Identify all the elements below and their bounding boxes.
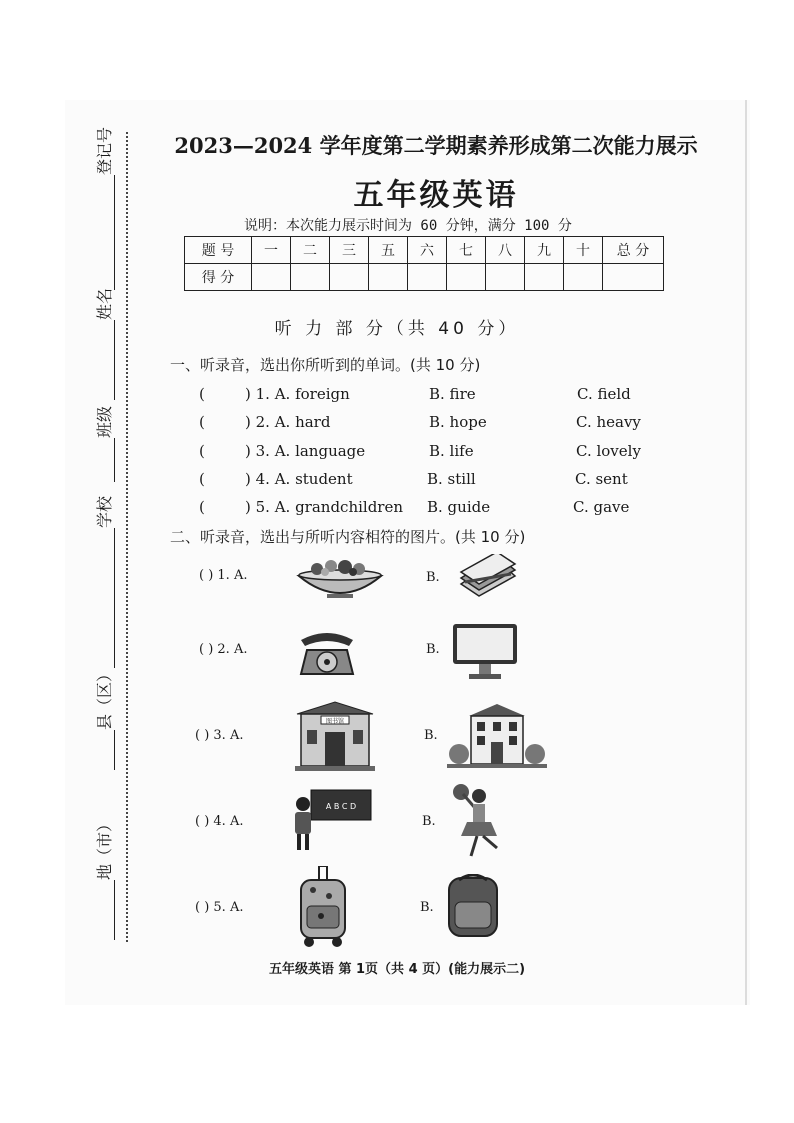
option-a: ) 1. A. foreign [245, 385, 350, 403]
option-b-label: B. [420, 900, 434, 915]
score-table-score-row [185, 264, 664, 291]
option-a: ) 4. A. student [245, 470, 353, 488]
score-cell[interactable] [252, 264, 291, 291]
q1-heading: 一、听录音，选出你所听到的单词。(共 10 分) [170, 356, 481, 374]
library-sign-text: 图书馆 [325, 718, 345, 725]
margin-register-field: 登记号 [92, 127, 115, 290]
score-header-cell: 十 [564, 237, 603, 264]
rolling-schoolbag-icon [295, 866, 351, 948]
answer-paren[interactable]: ( [199, 498, 205, 516]
score-cell[interactable] [408, 264, 447, 291]
cheerleader-icon [451, 782, 505, 860]
option-b: B. still [427, 470, 476, 488]
answer-paren[interactable]: ( [199, 442, 205, 460]
q2-heading: 二、听录音，选出与所听内容相符的图片。(共 10 分) [170, 528, 526, 546]
score-header-cell: 总 分 [603, 237, 664, 264]
q2-item-number: ( ) 1. A. [199, 568, 248, 583]
sandwich-icon [457, 554, 519, 600]
option-c: C. gave [573, 498, 630, 516]
q1-item [199, 385, 659, 409]
margin-class-field: 班级 [92, 406, 115, 482]
score-cell[interactable] [291, 264, 330, 291]
q2-item [195, 782, 595, 852]
score-cell[interactable] [447, 264, 486, 291]
q2-item-number: ( ) 2. A. [199, 642, 248, 657]
score-header-cell: 三 [330, 237, 369, 264]
score-header-cell: 六 [408, 237, 447, 264]
score-cell[interactable] [525, 264, 564, 291]
exam-title: 2023—2024 学年度第二学期素养形成第二次能力展示 [174, 133, 698, 158]
q1-item [199, 413, 659, 437]
q2-item [195, 866, 595, 936]
salad-bowl-icon [295, 558, 385, 600]
option-b: B. life [429, 442, 474, 460]
score-cell[interactable] [369, 264, 408, 291]
score-header-cell: 八 [486, 237, 525, 264]
option-c: C. sent [575, 470, 628, 488]
listening-section-title: 听 力 部 分（共 40 分） [274, 319, 520, 339]
option-c: C. field [577, 385, 631, 403]
q2-item [195, 622, 595, 692]
exam-subtitle: 五年级英语 [353, 178, 519, 213]
margin-county-field: 县（区） [92, 666, 115, 770]
page-footer: 五年级英语 第 1页（共 4 页）(能力展示二) [268, 962, 526, 977]
blackboard-text: A B C D [325, 802, 357, 811]
score-header-cell: 七 [447, 237, 486, 264]
score-label-cell: 得 分 [185, 264, 252, 291]
option-b-label: B. [424, 728, 438, 743]
score-header-cell: 二 [291, 237, 330, 264]
page-edge [745, 100, 747, 1005]
telephone-icon [295, 626, 359, 678]
option-b: B. hope [429, 413, 487, 431]
option-b: B. guide [427, 498, 491, 516]
answer-paren[interactable]: ( [199, 385, 205, 403]
margin-city-field: 地（市） [92, 816, 115, 940]
option-c: C. heavy [576, 413, 641, 431]
score-table [184, 236, 664, 291]
answer-paren[interactable]: ( [199, 470, 205, 488]
score-header-cell: 一 [252, 237, 291, 264]
option-a: ) 5. A. grandchildren [245, 498, 404, 516]
library-building-icon [293, 700, 377, 772]
score-cell[interactable] [486, 264, 525, 291]
score-header-cell: 题 号 [185, 237, 252, 264]
option-b: B. fire [429, 385, 476, 403]
exam-note: 说明：本次能力展示时间为 60 分钟，满分 100 分 [244, 218, 572, 234]
school-building-icon [447, 702, 547, 770]
option-c: C. lovely [576, 442, 641, 460]
q2-item-number: ( ) 5. A. [195, 900, 244, 915]
option-b-label: B. [426, 642, 440, 657]
q2-item [195, 552, 595, 622]
q2-item-number: ( ) 3. A. [195, 728, 244, 743]
option-a: ) 2. A. hard [245, 413, 331, 431]
option-b-label: B. [426, 570, 440, 585]
binding-dotted-line [126, 132, 128, 942]
teacher-blackboard-icon [291, 788, 373, 852]
score-header-cell: 五 [369, 237, 408, 264]
score-cell[interactable] [603, 264, 664, 291]
q1-item [199, 470, 659, 494]
backpack-icon [445, 874, 501, 940]
margin-school-field: 学校 [92, 496, 115, 668]
score-cell[interactable] [564, 264, 603, 291]
margin-name-field: 姓名 [92, 288, 115, 400]
q2-item-number: ( ) 4. A. [195, 814, 244, 829]
score-cell[interactable] [330, 264, 369, 291]
option-b-label: B. [422, 814, 436, 829]
q1-item [199, 442, 659, 466]
computer-monitor-icon [451, 622, 519, 682]
q2-item [195, 700, 595, 770]
option-a: ) 3. A. language [245, 442, 366, 460]
score-table-header-row [185, 237, 664, 264]
score-header-cell: 九 [525, 237, 564, 264]
answer-paren[interactable]: ( [199, 413, 205, 431]
q1-item [199, 498, 659, 522]
